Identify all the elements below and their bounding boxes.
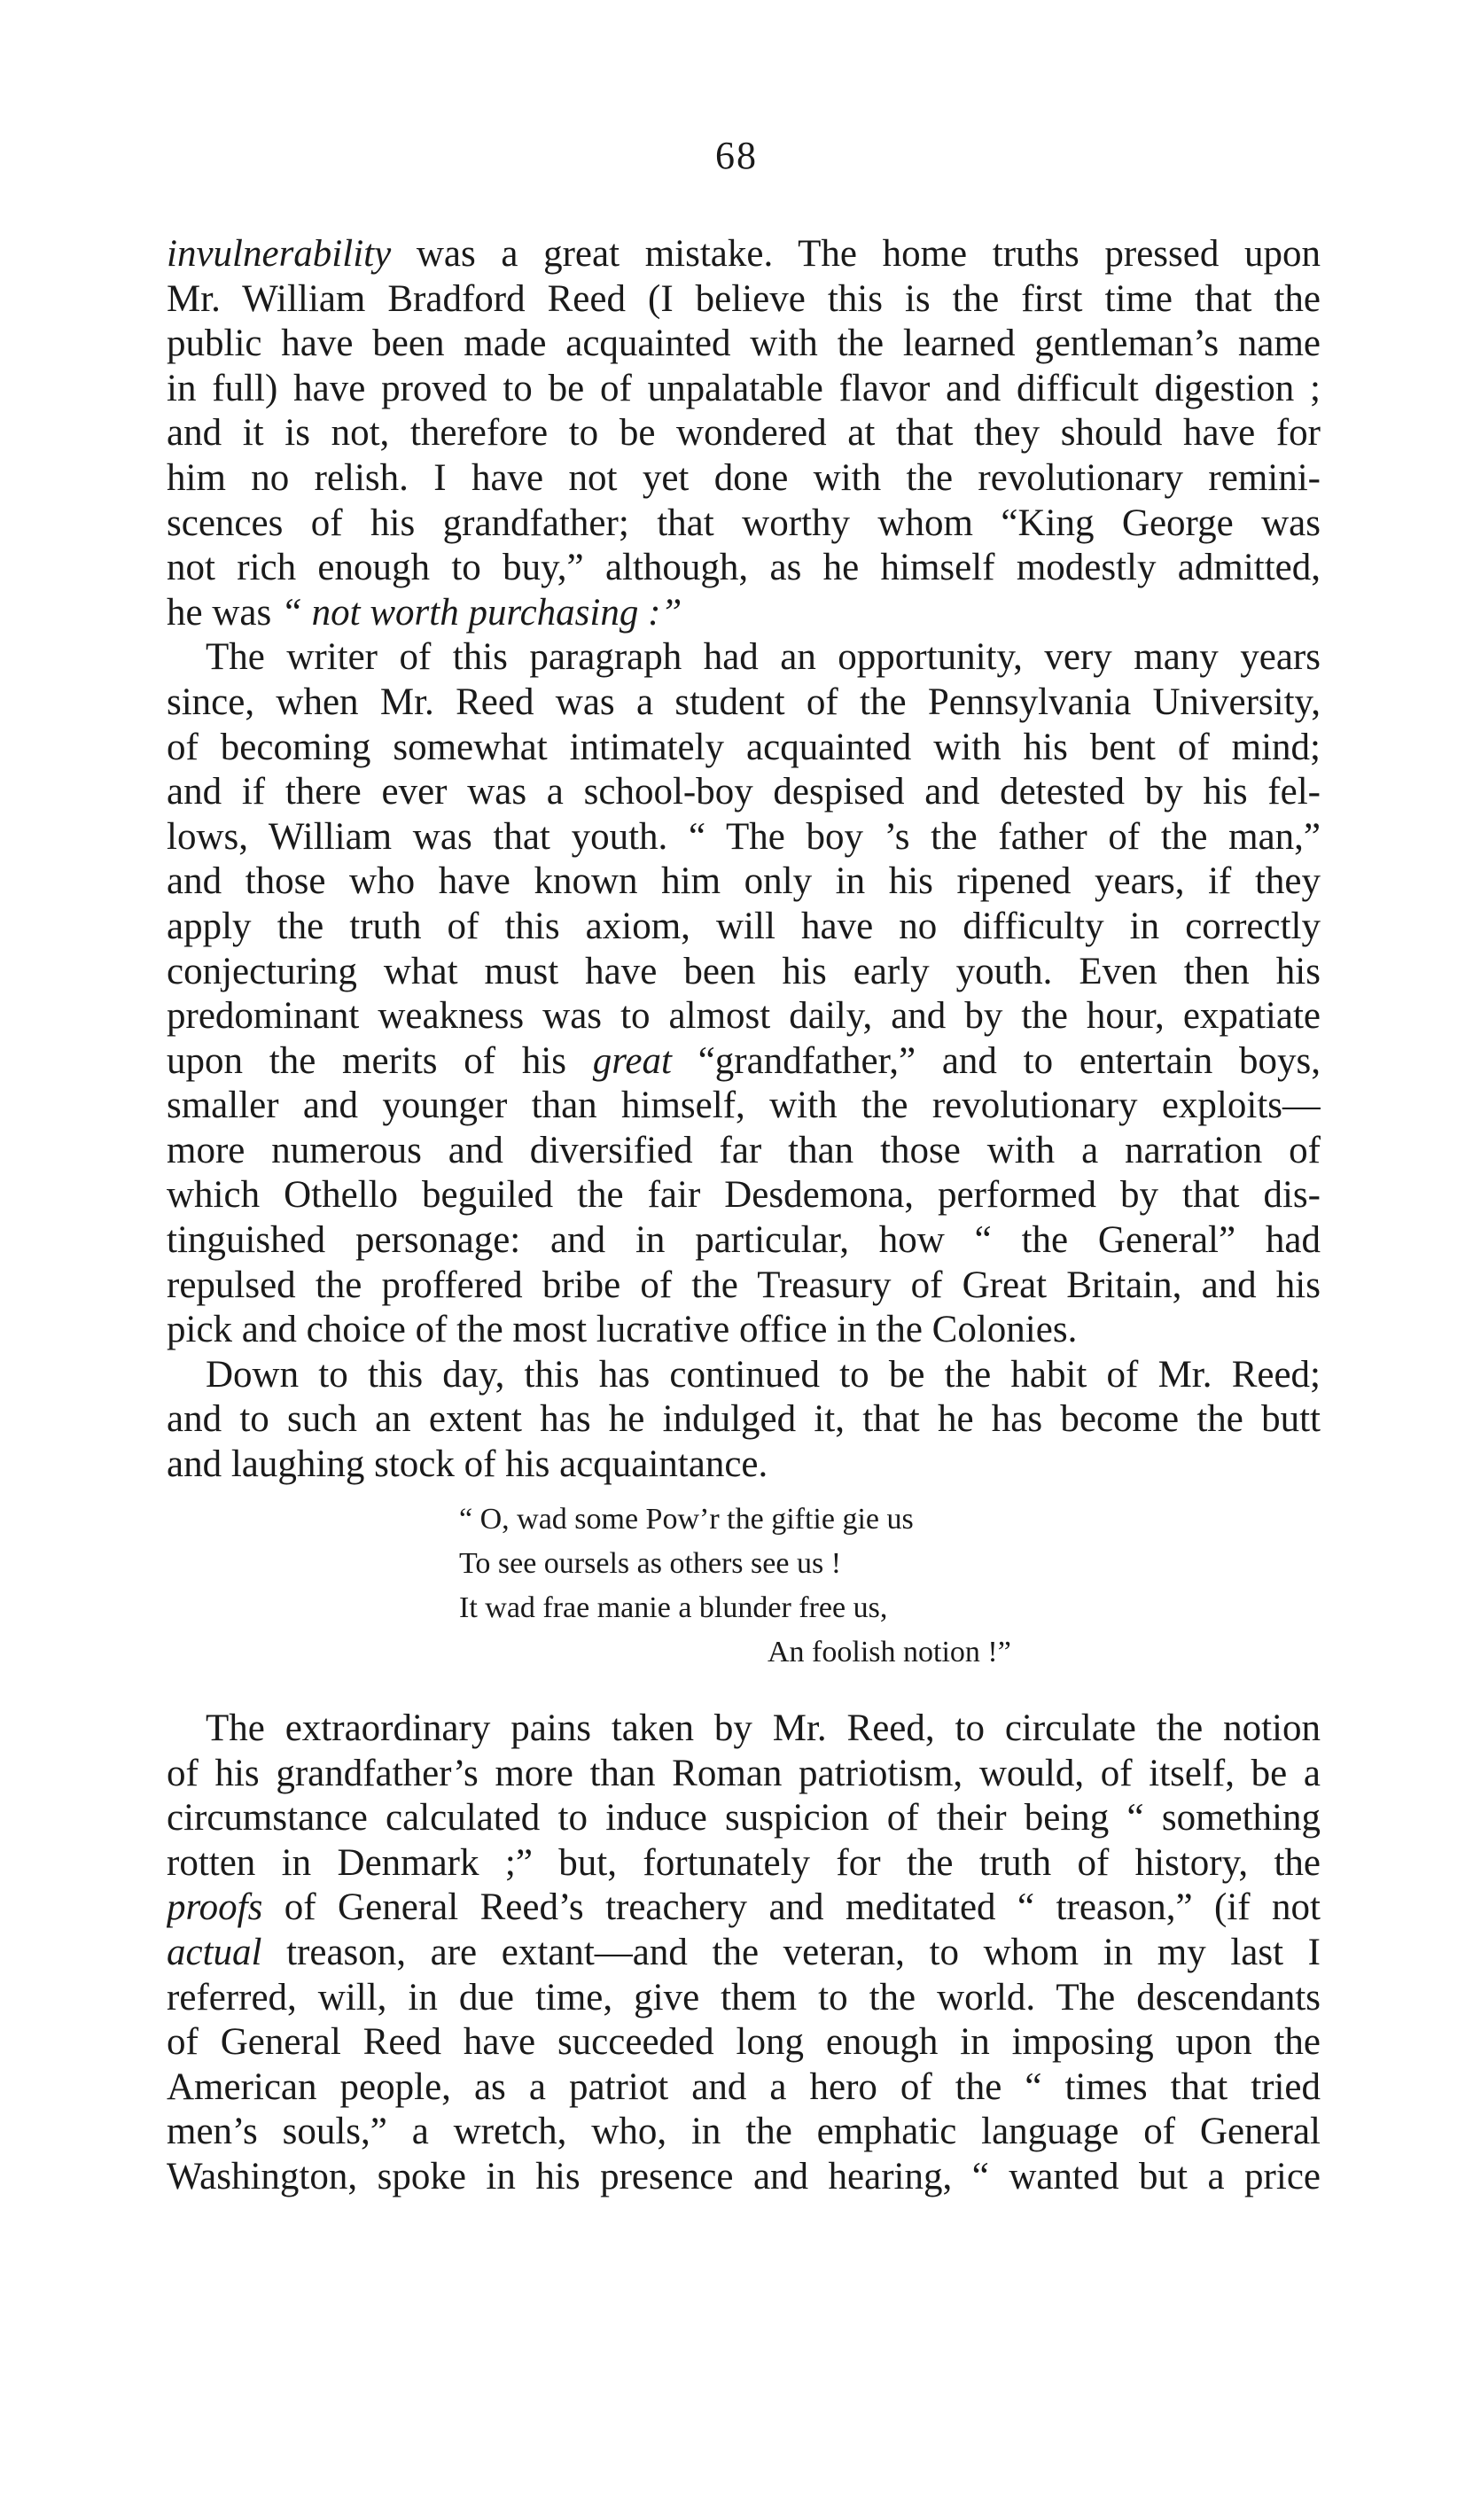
text-run: since, when Mr. Reed was a student of the Pennsylvania University, xyxy=(167,681,1321,723)
text-run: upon the merits of his xyxy=(167,1039,593,1082)
text-run: he was xyxy=(167,591,281,634)
text-line xyxy=(167,1039,1321,1085)
text-run: American people, as a patriot and a hero of the “ times that tried xyxy=(167,2065,1321,2108)
text-line xyxy=(167,502,1321,547)
text-line xyxy=(167,1353,1321,1398)
text-line xyxy=(167,232,1321,277)
text-run: pick and choice of the most lucrative office in the Colonies. xyxy=(167,1309,1078,1351)
text-run: apply the truth of this axiom, will have no difficulty in correctly xyxy=(167,905,1321,947)
text-run: circumstance calculated to induce suspicion of their being “ something xyxy=(167,1797,1321,1839)
text-line xyxy=(167,1752,1321,1797)
text-run: tinguished personage: and in particular, how “ the General” had xyxy=(167,1219,1321,1262)
text-line xyxy=(167,2065,1321,2111)
paragraphs-block-2 xyxy=(167,1707,1321,2200)
text-line xyxy=(167,1129,1321,1174)
verse-line: “ O, wad some Pow’r the giftie gie us xyxy=(459,1503,914,1536)
text-line xyxy=(167,770,1321,815)
text-run: Washington, spoke in his presence and hearing, “ wanted but a price xyxy=(167,2155,1321,2197)
verse-quotation xyxy=(459,1497,1079,1675)
text-run: conjecturing what must have been his early youth. Even then his xyxy=(167,950,1321,992)
text-line xyxy=(167,1841,1321,1886)
text-run: of his grandfather’s more than Roman patriotism, would, of itself, be a xyxy=(167,1752,1321,1794)
text-run: repulsed the proffered bribe of the Treasury of Great Britain, and his xyxy=(167,1264,1321,1306)
text-line xyxy=(167,1218,1321,1264)
text-line xyxy=(167,1931,1321,1976)
text-line xyxy=(167,277,1321,323)
text-run: rotten in Denmark ;” but, fortunately for the truth of history, the xyxy=(167,1841,1321,1884)
text-line xyxy=(167,2155,1321,2200)
text-run: which Othello beguiled the fair Desdemona, performed by that dis- xyxy=(167,1174,1321,1217)
verse-line: An foolish notion !” xyxy=(768,1636,1011,1668)
italic-text: invulnerability xyxy=(167,233,392,275)
text-line xyxy=(167,859,1321,905)
text-run: men’s souls,” a wretch, who, in the emphatic language of General xyxy=(167,2111,1321,2153)
text-run: him no relish. I have not yet done with the revolutionary remini- xyxy=(167,456,1321,499)
text-line xyxy=(167,815,1321,860)
text-run: smaller and younger than himself, with the revolutionary exploits— xyxy=(167,1085,1321,1127)
text-run: and if there ever was a school-boy despised and detested by his fel- xyxy=(167,771,1321,813)
text-run: predominant weakness was to almost daily, and by the hour, expatiate xyxy=(167,995,1321,1038)
text-line xyxy=(167,1707,1321,1752)
text-run: scences of his grandfather; that worthy whom “King George was xyxy=(167,502,1321,544)
italic-text: great xyxy=(592,1039,672,1082)
text-line xyxy=(167,322,1321,367)
text-line xyxy=(167,367,1321,412)
text-run: and to such an extent has he indulged it, that he has become the butt xyxy=(167,1398,1321,1441)
text-run: Mr. William Bradford Reed (I believe this is the first time that the xyxy=(167,277,1321,320)
text-line xyxy=(167,1397,1321,1443)
text-run: was a great mistake. The home truths pressed upon xyxy=(391,233,1321,275)
text-run: lows, William was that youth. “ The boy ’s the father of the man,” xyxy=(167,815,1321,858)
italic-text: “ not worth purchasing :” xyxy=(280,591,682,634)
italic-text: proofs xyxy=(167,1886,263,1929)
text-line xyxy=(167,950,1321,995)
text-line xyxy=(167,1443,1321,1488)
text-line xyxy=(167,681,1321,726)
text-run: treason, are extant—and the veteran, to whom in my last I xyxy=(261,1931,1321,1973)
text-run: more numerous and diversified far than those with a narration of xyxy=(167,1129,1321,1171)
text-line xyxy=(167,905,1321,950)
text-line xyxy=(167,1084,1321,1129)
italic-text: actual xyxy=(167,1931,262,1973)
text-line xyxy=(167,1886,1321,1931)
text-run: The extraordinary pains taken by Mr. Reed, to circulate the notion xyxy=(206,1707,1321,1749)
text-line xyxy=(167,726,1321,771)
text-line xyxy=(167,1264,1321,1309)
text-line xyxy=(167,1976,1321,2021)
text-run: “grandfather,” and to entertain boys, xyxy=(671,1039,1321,1082)
text-run: The writer of this paragraph had an opportunity, very many years xyxy=(206,636,1321,679)
page-number: 68 xyxy=(715,134,758,177)
text-run: and it is not, therefore to be wondered at that they should have for xyxy=(167,412,1321,455)
text-run: referred, will, in due time, give them to the world. The descendants xyxy=(167,1976,1321,2018)
text-line xyxy=(167,635,1321,681)
text-line xyxy=(167,591,1321,636)
text-line xyxy=(167,994,1321,1039)
text-run: public have been made acquainted with the learned gentleman’s name xyxy=(167,323,1321,365)
text-run: of General Reed have succeeded long enough in imposing upon the xyxy=(167,2021,1321,2064)
text-line xyxy=(167,1173,1321,1218)
text-line xyxy=(167,2110,1321,2155)
text-run: in full) have proved to be of unpalatable flavor and difficult digestion ; xyxy=(167,367,1321,409)
text-line xyxy=(167,2020,1321,2065)
verse-line: To see oursels as others see us ! xyxy=(459,1547,842,1580)
text-line xyxy=(167,411,1321,456)
text-run: not rich enough to buy,” although, as he himself modestly admitted, xyxy=(167,547,1321,589)
text-line xyxy=(167,1308,1321,1353)
text-line xyxy=(167,546,1321,591)
text-run: of becoming somewhat intimately acquainted with his bent of mind; xyxy=(167,726,1321,768)
verse-line: It wad frae manie a blunder free us, xyxy=(459,1591,888,1624)
text-run: Down to this day, this has continued to be the habit of Mr. Reed; xyxy=(206,1353,1321,1396)
paragraphs-block-1 xyxy=(167,232,1321,1488)
text-run: of General Reed’s treachery and meditated “ treason,” (if not xyxy=(262,1886,1321,1929)
text-line xyxy=(167,1796,1321,1841)
text-run: and laughing stock of his acquaintance. xyxy=(167,1443,768,1486)
text-line xyxy=(167,456,1321,502)
text-run: and those who have known him only in his ripened years, if they xyxy=(167,860,1321,903)
